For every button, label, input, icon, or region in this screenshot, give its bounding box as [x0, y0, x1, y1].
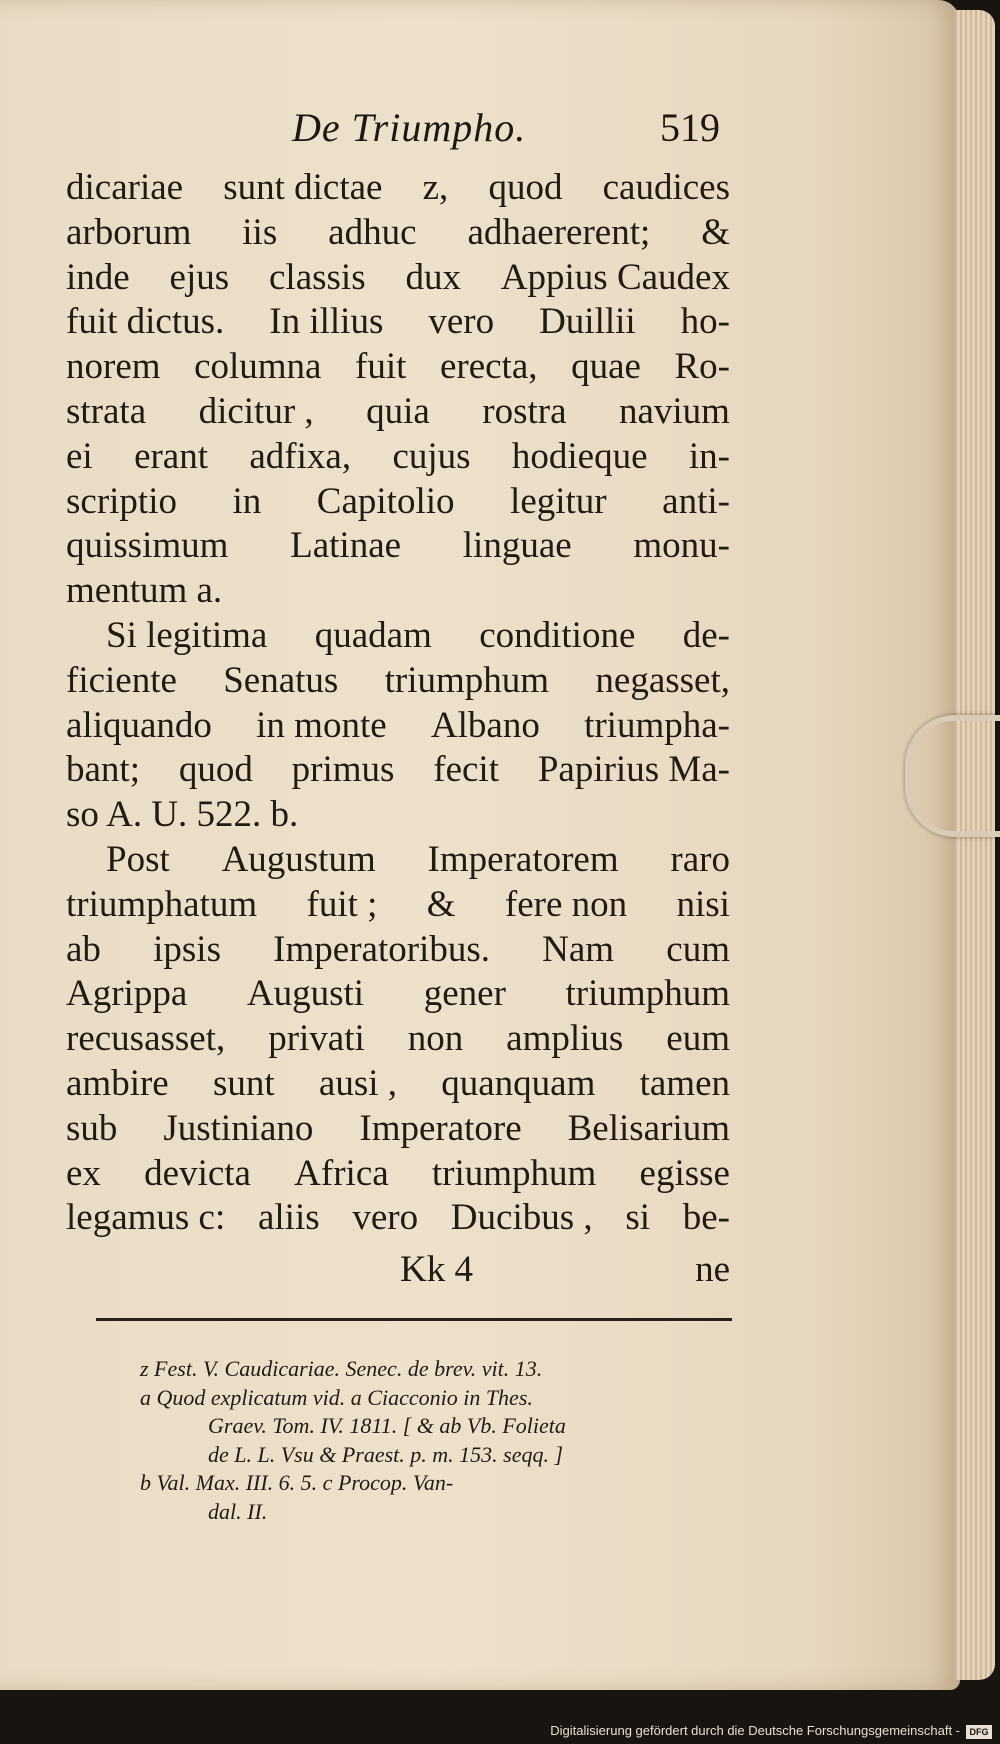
catchline: [400, 1248, 730, 1291]
text-word: be-: [682, 1197, 730, 1239]
footer-bar: [0, 1716, 1000, 1744]
text-word: caudices: [602, 167, 730, 208]
text-line: [66, 1152, 730, 1197]
text-word: aliquando: [66, 704, 212, 746]
text-word: fecit: [433, 749, 499, 791]
text-word: legitur: [510, 480, 607, 522]
text-word: inde: [66, 256, 130, 298]
footnote-line: de L. L. Vsu & Praest. p. m. 153. seqq. ]: [208, 1441, 564, 1467]
text-word: ipsis: [153, 928, 221, 970]
text-line: [66, 1017, 730, 1062]
catchword: ne: [695, 1249, 730, 1290]
text-word: Africa: [294, 1152, 389, 1194]
text-word: ei: [66, 435, 93, 477]
text-word: Albano: [430, 704, 540, 746]
footnote-line: dal. II.: [208, 1498, 268, 1524]
text-word: Imperatorem: [427, 838, 619, 880]
text-line: [66, 256, 730, 301]
footnote-line: b Val. Max. III. 6. 5. c Procop. Van-: [140, 1470, 454, 1496]
text-word: monu-: [633, 525, 730, 567]
text-word: fuit ;: [306, 883, 378, 925]
text-word: ambire: [66, 1062, 169, 1104]
text-word: Belisarium: [567, 1107, 730, 1149]
text-word: quia: [366, 390, 430, 432]
text-word: quod: [178, 749, 253, 791]
text-word: Ducibus ,: [450, 1197, 593, 1239]
text-word: cum: [666, 928, 730, 970]
body-text: [66, 166, 730, 1241]
text-word: cujus: [392, 435, 471, 477]
text-word: z,: [422, 167, 449, 208]
text-word: Senatus: [223, 659, 339, 701]
text-word: triumphum: [431, 1152, 597, 1194]
text-word: gener: [423, 973, 506, 1015]
text-word: scriptio: [66, 480, 177, 522]
text-line: [66, 704, 730, 749]
text-word: &: [701, 211, 730, 253]
text-line: [66, 793, 730, 838]
text-line: [66, 1062, 730, 1107]
text-word: eum: [666, 1018, 730, 1060]
text-line: [66, 659, 730, 704]
text-word: Imperatoribus.: [273, 928, 490, 970]
text-word: anti-: [662, 480, 730, 522]
page-clip: [905, 715, 1000, 837]
text-word: quae: [571, 346, 641, 388]
text-word: fuit dictus.: [66, 301, 225, 343]
text-word: amplius: [506, 1018, 624, 1060]
funding-credit: Digitalisierung gefördert durch die Deutsche Forschungsgemeinschaft -: [550, 1723, 960, 1738]
text-word: ficiente: [66, 659, 177, 701]
text-word: rostra: [482, 390, 567, 432]
text-word: vero: [352, 1197, 419, 1239]
text-line: [66, 166, 730, 211]
text-line: [66, 569, 730, 614]
page-edges: [955, 10, 995, 1680]
text-word: ejus: [169, 256, 230, 298]
text-word: Post: [106, 838, 170, 880]
text-word: arborum: [66, 211, 192, 253]
text-line: [66, 928, 730, 973]
text-word: triumphum: [565, 973, 730, 1015]
dfg-logo: DFG: [966, 1725, 992, 1739]
text-word: norem: [66, 346, 161, 388]
text-word: navium: [618, 390, 730, 432]
text-word: iis: [242, 211, 278, 253]
text-line: [66, 972, 730, 1017]
text-word: primus: [291, 749, 395, 791]
text-word: bant;: [66, 749, 140, 791]
text-word: raro: [670, 838, 730, 880]
signature-mark: Kk 4: [400, 1249, 473, 1290]
text-word: In illius: [269, 301, 384, 343]
text-line: [66, 838, 730, 883]
text-word: sunt dictae: [223, 167, 383, 208]
text-word: Si legitima: [106, 614, 268, 656]
text-word: columna: [194, 346, 322, 388]
text-word: egisse: [639, 1152, 730, 1194]
text-word: conditione: [479, 614, 636, 656]
text-line: [66, 435, 730, 480]
text-word: in monte: [256, 704, 387, 746]
text-word: Justiniano: [163, 1107, 314, 1149]
text-word: triumphatum: [66, 883, 258, 925]
text-word: quanquam: [441, 1062, 596, 1104]
text-word: linguae: [462, 525, 572, 567]
text-word: negasset,: [595, 659, 730, 701]
text-word: adfixa,: [249, 435, 352, 477]
text-word: aliis: [257, 1197, 320, 1239]
text-line: [66, 524, 730, 569]
footnote-rule: [96, 1318, 732, 1321]
text-word: quissimum: [66, 525, 229, 567]
text-word: ho-: [680, 301, 730, 343]
page-header: [0, 104, 760, 164]
text-line: [66, 345, 730, 390]
text-word: erant: [134, 435, 209, 477]
text-word: Imperatore: [359, 1107, 522, 1149]
text-word: quadam: [314, 614, 432, 656]
text-word: Agrippa: [66, 973, 188, 1015]
text-word: erecta,: [439, 346, 538, 388]
text-word: dicariae: [66, 167, 184, 208]
text-line: [66, 748, 730, 793]
text-word: dicitur ,: [198, 390, 314, 432]
text-word: non: [407, 1018, 464, 1060]
text-word: Ro-: [674, 346, 730, 388]
text-line: [66, 390, 730, 435]
text-word: ex: [66, 1152, 101, 1194]
text-word: tamen: [639, 1062, 730, 1104]
text-word: triumphum: [384, 659, 550, 701]
text-word: classis: [269, 256, 366, 298]
text-word: fere non: [504, 883, 628, 925]
text-line: [66, 883, 730, 928]
text-word: adhaererent;: [467, 211, 651, 253]
text-word: Latinae: [290, 525, 402, 567]
text-word: Duillii: [539, 301, 636, 343]
text-word: in-: [688, 435, 730, 477]
footnotes: [140, 1355, 732, 1527]
footnote-line: Graev. Tom. IV. 1811. [ & ab Vb. Folieta: [208, 1413, 566, 1439]
text-word: Appius Caudex: [500, 256, 730, 298]
page-number: 519: [660, 105, 720, 150]
text-word: si: [625, 1197, 651, 1239]
text-line: [66, 300, 730, 345]
text-word: fuit: [355, 346, 407, 388]
text-word: dux: [405, 256, 461, 298]
text-word: ab: [66, 928, 101, 970]
text-word: Augusti: [246, 973, 365, 1015]
text-word: adhuc: [328, 211, 417, 253]
text-word: de-: [682, 614, 730, 656]
text-line: [66, 1107, 730, 1152]
text-word: sub: [66, 1107, 118, 1149]
text-word: recusasset,: [66, 1018, 226, 1060]
text-word: strata: [66, 390, 147, 432]
running-title: De Triumpho.: [292, 105, 527, 150]
text-word: in: [232, 480, 262, 522]
text-word: Nam: [542, 928, 615, 970]
text-word: Papirius Ma-: [537, 749, 730, 791]
text-word: Augustum: [221, 838, 376, 880]
text-word: legamus c:: [66, 1197, 226, 1239]
text-word: mentum a.: [66, 570, 223, 612]
footnote-line: a Quod explicatum vid. a Ciacconio in Thes.: [140, 1384, 533, 1410]
text-word: &: [426, 883, 456, 925]
text-word: devicta: [144, 1152, 251, 1194]
text-word: triumpha-: [584, 704, 730, 746]
text-line: [66, 614, 730, 659]
footnote-line: z Fest. V. Caudicariae. Senec. de brev. vit. 13.: [140, 1356, 543, 1381]
text-word: privati: [268, 1018, 365, 1060]
text-word: ausi ,: [318, 1062, 397, 1104]
text-word: nisi: [676, 883, 730, 925]
text-word: Capitolio: [316, 480, 455, 522]
text-word: hodieque: [511, 435, 648, 477]
text-word: quod: [488, 167, 563, 208]
text-word: vero: [428, 301, 495, 343]
text-line: [66, 480, 730, 525]
text-line: [66, 211, 730, 256]
text-word: sunt: [212, 1062, 275, 1104]
text-word: so A. U. 522. b.: [66, 794, 299, 836]
text-line: [66, 1196, 730, 1241]
